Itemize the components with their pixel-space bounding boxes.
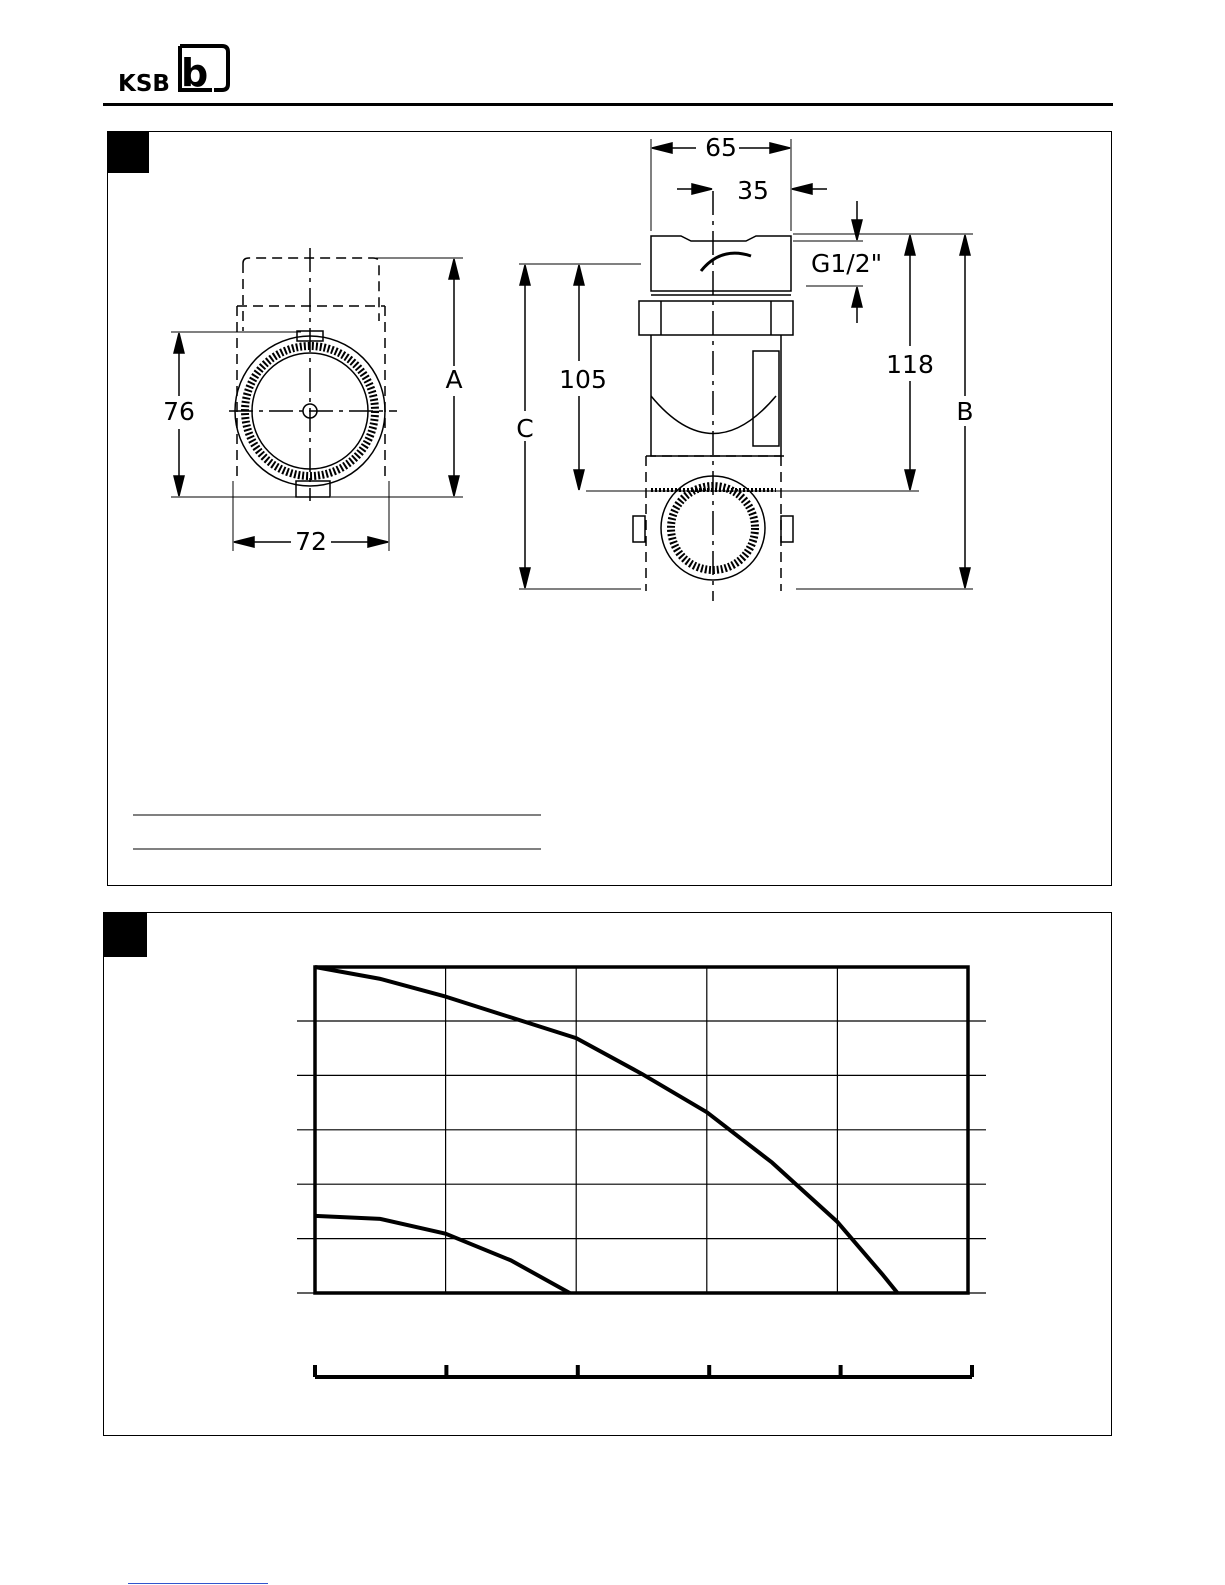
- x-axis-scale: [315, 1365, 972, 1377]
- dim-label-a: A: [445, 365, 463, 394]
- footer-link-underline: [128, 1583, 268, 1584]
- dim-72: 72: [295, 527, 327, 556]
- front-view: [171, 248, 463, 551]
- curve-line-2: [315, 1216, 570, 1293]
- chart-grid: [297, 967, 986, 1293]
- header-rule: [103, 103, 1113, 106]
- dimension-drawing: [108, 132, 1113, 887]
- dim-105: 105: [559, 365, 607, 394]
- dim-label-b: B: [956, 397, 974, 426]
- logo-mark: b: [181, 51, 209, 94]
- dim-118: 118: [886, 350, 934, 379]
- dimension-drawing-panel: [107, 131, 1112, 886]
- dim-76: 76: [163, 397, 195, 426]
- ksb-logo: [118, 44, 230, 94]
- dim-label-c: C: [516, 414, 534, 443]
- logo-text: KSB: [118, 71, 170, 94]
- dim-65: 65: [705, 133, 737, 162]
- dim-35: 35: [737, 176, 769, 205]
- performance-chart-panel: [103, 912, 1112, 1436]
- dim-thread: G1/2": [811, 249, 883, 278]
- performance-chart: [104, 913, 1113, 1437]
